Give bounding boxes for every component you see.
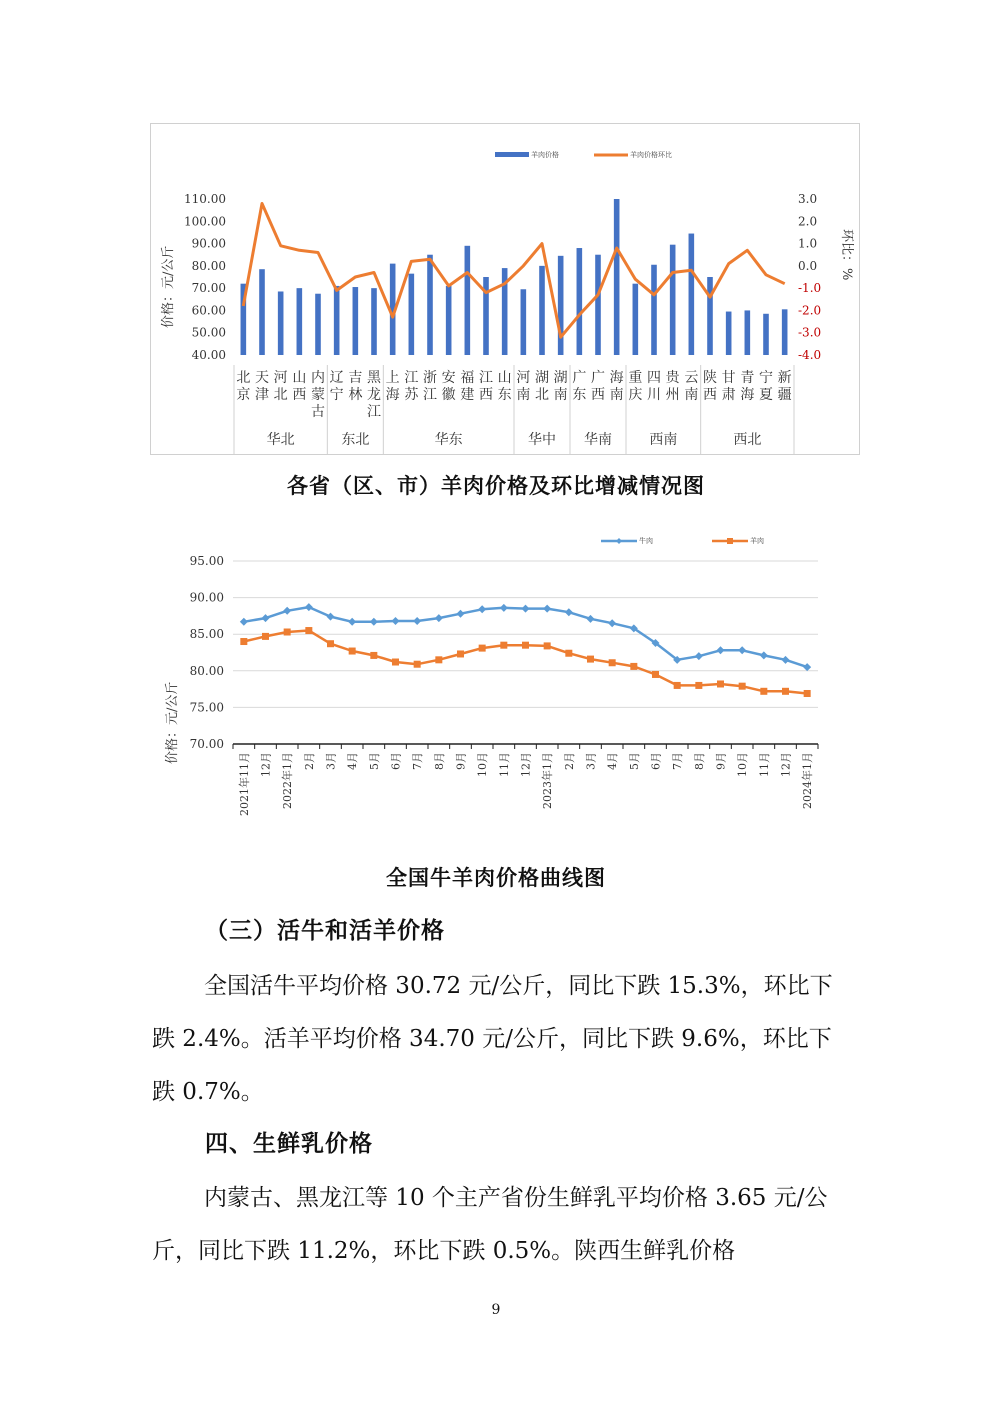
category-label: 四 [647, 370, 661, 386]
category-label: 北 [535, 387, 549, 403]
x-tick-label: 2023年1月 [541, 752, 555, 809]
x-tick-label: 8月 [692, 752, 706, 770]
category-label: 肃 [721, 387, 736, 403]
data-point-mutton [262, 633, 269, 640]
y2-tick-label: -2.0 [798, 303, 822, 318]
chart2-y-ticks [190, 554, 224, 751]
category-label: 西 [703, 387, 717, 403]
data-point-mutton [544, 642, 551, 649]
x-tick-label: 7月 [411, 752, 425, 770]
bar [539, 266, 545, 355]
chart2-series [240, 603, 811, 697]
category-label: 山 [292, 370, 307, 386]
chart2-caption: 全国牛羊肉价格曲线图 [386, 866, 606, 890]
category-label: 内 [311, 370, 325, 386]
y-tick-label: 95.00 [189, 554, 224, 568]
bar [689, 234, 695, 355]
category-label: 林 [348, 387, 363, 403]
x-tick-label: 2月 [562, 752, 576, 770]
category-label: 州 [665, 387, 680, 403]
beef-mutton-price-curve-chart [150, 526, 840, 836]
x-tick-label: 6月 [389, 752, 403, 770]
category-label: 疆 [777, 387, 792, 403]
x-tick-label: 5月 [627, 752, 641, 770]
data-point-mutton [435, 656, 442, 663]
category-label: 南 [516, 387, 531, 403]
y-tick-label: 70.00 [189, 737, 224, 751]
data-point-beef [327, 613, 335, 621]
bar [633, 284, 639, 355]
x-tick-label: 11月 [497, 752, 511, 777]
bar [577, 248, 583, 355]
category-label: 湖 [553, 370, 568, 386]
category-label: 江 [404, 370, 419, 386]
y-tick-label: 90.00 [191, 236, 226, 251]
category-label: 徽 [441, 387, 456, 403]
category-label: 广 [572, 370, 587, 386]
y-tick-label: 70.00 [191, 281, 226, 296]
bar [259, 269, 265, 355]
category-label: 河 [273, 370, 288, 386]
x-tick-label: 11月 [757, 752, 771, 777]
category-label: 蒙 [311, 387, 325, 403]
y-tick-label: 80.00 [189, 663, 224, 678]
data-point-mutton [630, 663, 637, 670]
category-label: 川 [647, 387, 661, 403]
category-label: 宁 [329, 387, 344, 403]
chart2-legend [601, 536, 764, 545]
category-label: 湖 [535, 370, 549, 386]
x-tick-label: 9月 [714, 752, 728, 770]
x-tick-label: 2021年11月 [237, 752, 251, 816]
chart2-ylabel: 价格：元/公斤 [165, 681, 180, 764]
bar [278, 291, 284, 355]
category-label: 津 [255, 387, 269, 403]
category-label: 广 [591, 370, 605, 386]
data-point-mutton [240, 638, 247, 645]
data-point-mutton [587, 656, 594, 663]
data-point-beef [435, 614, 443, 622]
category-label: 海 [740, 387, 755, 403]
category-label: 新 [777, 370, 792, 386]
data-point-mutton [500, 642, 507, 649]
data-point-mutton [370, 652, 377, 659]
x-tick-label: 12月 [519, 752, 533, 777]
data-point-mutton [284, 629, 291, 636]
x-tick-label: 12月 [779, 752, 793, 777]
data-point-beef [543, 605, 551, 613]
data-point-beef [717, 646, 725, 654]
data-point-beef [283, 607, 291, 615]
data-point-beef [370, 618, 378, 626]
legend-label-mutton: 羊肉 [750, 537, 764, 545]
bar [371, 288, 377, 355]
category-label: 重 [628, 370, 643, 386]
legend-marker-mutton [727, 538, 733, 544]
x-tick-label: 10月 [476, 752, 490, 777]
data-point-mutton [305, 627, 312, 634]
data-point-beef [760, 651, 768, 659]
bar [353, 287, 359, 355]
category-label: 天 [255, 370, 269, 386]
category-label: 陕 [703, 370, 717, 386]
y-tick-label: 50.00 [191, 325, 226, 340]
data-point-mutton [652, 671, 659, 678]
data-point-mutton [522, 642, 529, 649]
bar [595, 255, 601, 355]
mutton-price-province-chart [150, 123, 860, 455]
data-point-beef [392, 617, 400, 625]
data-point-mutton [457, 650, 464, 657]
x-tick-label: 3月 [584, 752, 598, 770]
category-label: 西 [591, 387, 605, 403]
region-label: 华中 [528, 432, 556, 448]
category-label: 龙 [367, 387, 381, 403]
data-point-mutton [717, 680, 724, 687]
data-point-mutton [695, 682, 702, 689]
category-label: 云 [684, 370, 699, 386]
bar [465, 246, 471, 355]
category-label: 安 [441, 370, 456, 386]
category-label: 南 [684, 387, 699, 403]
category-label: 宁 [759, 370, 773, 386]
y-tick-label: 75.00 [189, 700, 224, 715]
y-tick-label: 90.00 [189, 590, 224, 605]
y2-tick-label: 1.0 [798, 236, 818, 251]
category-label: 京 [236, 387, 251, 403]
y-tick-label: 100.00 [184, 214, 226, 229]
category-label: 苏 [404, 387, 419, 403]
bar [763, 314, 769, 355]
x-tick-label: 12月 [259, 752, 273, 777]
data-point-beef [695, 652, 703, 660]
x-tick-label: 8月 [432, 752, 446, 770]
data-point-beef [803, 663, 811, 671]
category-label: 福 [460, 370, 475, 386]
bar [558, 256, 564, 355]
x-tick-label: 4月 [346, 752, 360, 770]
category-label: 庆 [628, 387, 643, 403]
category-label: 东 [497, 387, 512, 403]
chart1-y2label: 环比：% [839, 229, 854, 281]
data-point-mutton [760, 688, 767, 695]
category-label: 南 [553, 387, 568, 403]
category-label: 河 [516, 370, 531, 386]
section4-paragraph [152, 1172, 842, 1278]
y-tick-label: 80.00 [191, 258, 226, 273]
data-point-mutton [609, 659, 616, 666]
region-label: 华南 [584, 432, 612, 448]
data-point-mutton [804, 690, 811, 697]
region-label: 东北 [341, 432, 370, 448]
y2-tick-label: 2.0 [798, 214, 818, 229]
category-label: 夏 [759, 387, 773, 403]
data-point-beef [565, 608, 573, 616]
category-label: 江 [423, 387, 437, 403]
x-tick-label: 2022年1月 [281, 752, 295, 809]
section3-text: 全国活牛平均价格 30.72 元/公斤，同比下跌 15.3%，环比下跌 2.4%。活羊平均价格 34.70 元/公斤，同比下跌 9.6%，环比下跌 0.7%。 [152, 973, 833, 1105]
data-point-beef [305, 603, 313, 611]
category-label: 贵 [665, 370, 680, 386]
bar [521, 289, 527, 355]
data-point-beef [413, 617, 421, 625]
bar [446, 286, 452, 355]
region-label: 华北 [266, 432, 295, 448]
category-label: 浙 [423, 370, 437, 386]
category-label: 上 [385, 370, 400, 386]
category-label: 江 [479, 370, 493, 386]
data-point-beef [587, 615, 595, 623]
bar [670, 245, 676, 355]
y-tick-label: 110.00 [184, 192, 226, 206]
bar [782, 309, 788, 355]
bar [334, 286, 340, 355]
data-point-mutton [565, 650, 572, 657]
bar [745, 310, 751, 355]
category-label: 甘 [721, 370, 736, 386]
data-point-beef [500, 604, 508, 612]
bar [651, 265, 657, 355]
data-point-mutton [479, 645, 486, 652]
x-tick-label: 6月 [649, 752, 663, 770]
category-label: 南 [609, 387, 624, 403]
y2-tick-label: -4.0 [798, 348, 822, 362]
bar [409, 274, 415, 355]
x-tick-label: 4月 [606, 752, 620, 770]
data-point-mutton [739, 683, 746, 690]
bar [315, 294, 321, 355]
x-tick-label: 7月 [671, 752, 685, 770]
category-label: 东 [572, 387, 587, 403]
category-label: 北 [236, 370, 251, 386]
data-point-beef [478, 605, 486, 613]
x-tick-label: 2月 [302, 752, 316, 770]
data-point-beef [457, 610, 465, 618]
data-point-beef [348, 618, 356, 626]
section3-paragraph [152, 960, 842, 1119]
category-label: 黑 [367, 370, 381, 386]
legend-label-mutton-price: 羊肉价格 [531, 151, 559, 159]
category-label: 青 [740, 370, 755, 386]
chart2-x-axis [233, 744, 818, 816]
data-point-mutton [782, 688, 789, 695]
region-label: 华东 [434, 432, 463, 448]
category-label: 辽 [329, 370, 344, 386]
legend-label-mutton-mom: 羊肉价格环比 [630, 151, 672, 159]
section4-text: 内蒙古、黑龙江等 10 个主产省份生鲜乳平均价格 3.65 元/公斤，同比下跌 11.2%，环比下跌 0.5%。陕西生鲜乳价格 [152, 1185, 828, 1264]
data-point-mutton [327, 640, 334, 647]
category-label: 西 [479, 387, 493, 403]
data-point-mutton [414, 661, 421, 668]
category-label: 吉 [348, 370, 363, 386]
data-point-beef [522, 605, 530, 613]
category-label: 古 [311, 404, 325, 420]
y2-tick-label: 3.0 [798, 192, 818, 206]
x-tick-label: 10月 [736, 752, 750, 777]
x-tick-label: 5月 [367, 752, 381, 770]
category-label: 海 [609, 370, 624, 386]
data-point-beef [262, 614, 270, 622]
section3-heading: （三）活牛和活羊价格 [205, 918, 445, 944]
data-point-mutton [392, 659, 399, 666]
data-point-mutton [674, 682, 681, 689]
y2-tick-label: 0.0 [798, 258, 818, 273]
legend-marker-beef [616, 538, 622, 544]
y-tick-label: 40.00 [191, 348, 226, 362]
page-number: 9 [491, 1302, 501, 1318]
y2-tick-label: -1.0 [798, 281, 822, 296]
category-label: 海 [385, 387, 400, 403]
bar [614, 199, 620, 355]
y2-tick-label: -3.0 [798, 325, 822, 340]
category-label: 江 [367, 404, 381, 420]
category-label: 北 [273, 387, 288, 403]
section4-heading: 四、生鲜乳价格 [205, 1131, 373, 1157]
category-label: 建 [460, 387, 475, 403]
region-label: 西南 [649, 432, 678, 448]
bar [297, 288, 303, 355]
chart1-ylabel: 价格：元/公斤 [161, 245, 176, 328]
x-tick-label: 9月 [454, 752, 468, 770]
bar [427, 255, 433, 355]
category-label: 山 [497, 370, 512, 386]
legend-label-beef: 牛肉 [639, 537, 653, 545]
data-point-beef [240, 618, 248, 626]
data-point-beef [782, 656, 790, 664]
bar [707, 277, 713, 355]
x-tick-label: 3月 [324, 752, 338, 770]
bar [726, 312, 732, 355]
y-tick-label: 60.00 [191, 303, 226, 318]
data-point-beef [738, 646, 746, 654]
category-label: 西 [292, 387, 307, 403]
data-point-beef [608, 619, 616, 627]
data-point-mutton [349, 648, 356, 655]
legend-swatch-mutton-price [495, 152, 529, 157]
x-tick-label: 2024年1月 [801, 752, 815, 809]
chart1-caption: 各省（区、市）羊肉价格及环比增减情况图 [287, 474, 705, 498]
region-label: 西北 [733, 432, 762, 448]
y-tick-label: 85.00 [189, 627, 224, 642]
